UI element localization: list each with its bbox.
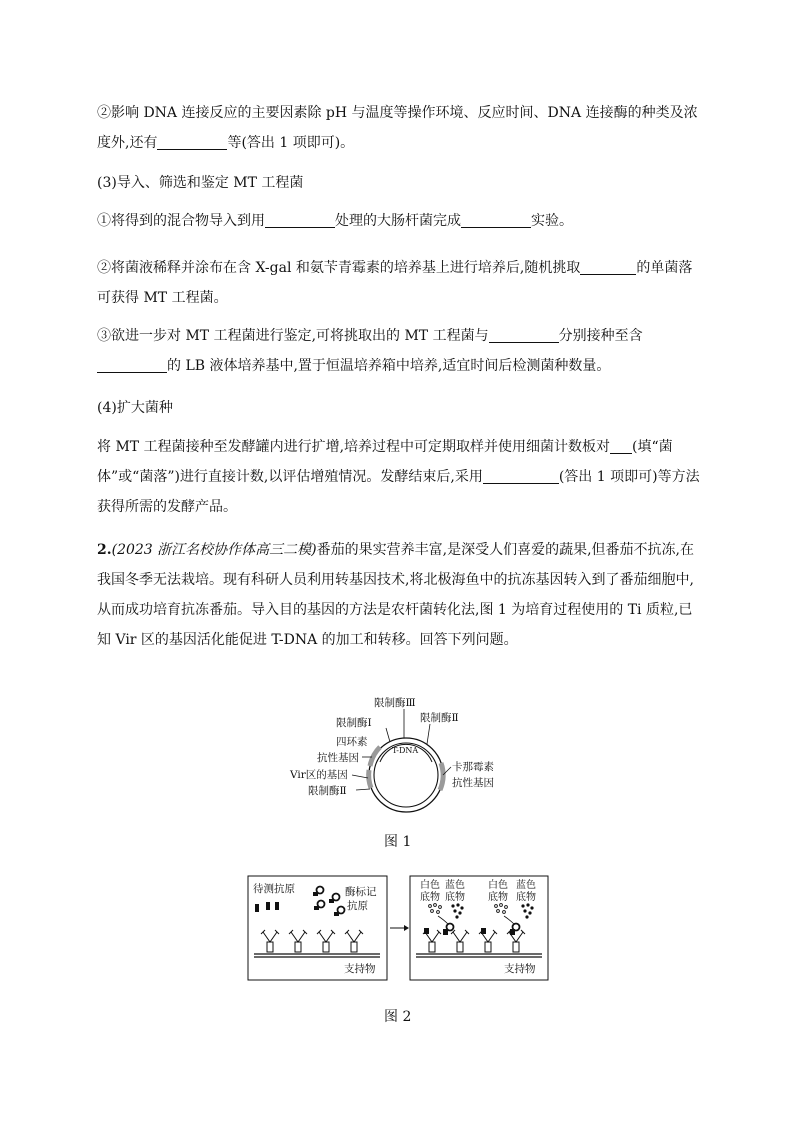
- q1-part3-item2: ②将菌液稀释并涂布在含 X-gal 和氨苄青霉素的培养基上进行培养后,随机挑取 的单菌落可获得 MT 工程菌。: [97, 260, 693, 306]
- q2-stem: 2.(2023 浙江名校协作体高三二模)番茄的果实营养丰富,是深受人们喜爱的蔬果,但番茄不抗冻,在我国冬季无法栽培。现有科研人员利用转基因技术,将北极海鱼中的抗冻基因转入到了番茄细胞中,从而成功培育抗冻番茄。导入目的基因的方法是农杆菌转化法,图 1 为培育过程使用的 Ti 质粒,已知 Vir 区的基因活化能促进 T-DNA 的加工和转移。回答下列问题。: [97, 542, 694, 648]
- test-antigen-icon: [255, 904, 259, 912]
- answer-blank[interactable]: [580, 258, 636, 275]
- answer-blank[interactable]: [265, 211, 335, 228]
- question-source: (2023 浙江名校协作体高三二模): [111, 542, 317, 558]
- answer-blank[interactable]: [489, 326, 559, 343]
- q1-part3-item1: ①将得到的混合物导入到用 处理的大肠杆菌完成 实验。: [97, 213, 573, 229]
- fig1-label-enzyme3: 限制酶Ⅲ: [374, 697, 416, 709]
- enzyme-labeled-antigen-icon: [334, 907, 345, 917]
- fig2-label-enzyme-antigen-2: 抗原: [347, 900, 368, 912]
- q1-part4-heading: (4)扩大菌种: [97, 400, 173, 416]
- reaction-arrow: [438, 916, 448, 924]
- pointer-line: [352, 775, 368, 778]
- tetracycline-gene-segment: [370, 747, 380, 766]
- kanamycin-gene-segment: [440, 763, 443, 790]
- fig2-label-white-1b: 底物: [420, 892, 440, 903]
- fig2-label-blue-2a: 蓝色: [516, 880, 536, 891]
- figure-2-caption: 图 2: [384, 1009, 412, 1025]
- fig1-label-enzyme2-top: 限制酶Ⅱ: [420, 712, 459, 724]
- enzyme-labeled-antigen-icon: [329, 894, 340, 904]
- fig2-label-enzyme-antigen-1: 酶标记: [345, 886, 377, 898]
- fig1-label-kan-2: 抗性基因: [452, 777, 494, 789]
- immobilized-antibodies: [423, 930, 525, 952]
- answer-blank[interactable]: [483, 467, 559, 484]
- answer-blank[interactable]: [157, 133, 227, 150]
- pointer-line: [427, 724, 430, 744]
- fig1-label-tdna: T-DNA: [392, 746, 419, 755]
- figure-1-caption: 图 1: [384, 834, 412, 850]
- vir-gene-segment: [369, 770, 371, 788]
- q1-part3-heading: (3)导入、筛选和鉴定 MT 工程菌: [97, 175, 304, 191]
- q1-part3-item3: ③欲进一步对 MT 工程菌进行鉴定,可将挑取出的 MT 工程菌与 分别接种至含的 LB 液体培养基中,置于恒温培养箱中培养,适宜时间后检测菌种数量。: [97, 328, 643, 374]
- answer-blank[interactable]: [461, 211, 531, 228]
- enzyme-labeled-antigen-icon: [313, 887, 324, 897]
- immobilized-antibodies: [261, 930, 363, 952]
- fig1-label-tet-1: 四环素: [336, 736, 368, 748]
- question-number: 2.: [97, 542, 112, 558]
- test-antigen-icon: [275, 902, 279, 910]
- fig2-label-white-2b: 底物: [488, 892, 508, 903]
- answer-blank[interactable]: [97, 356, 167, 373]
- fig2-label-blue-1a: 蓝色: [445, 880, 465, 891]
- answer-blank[interactable]: [610, 437, 632, 454]
- fig2-label-blue-2b: 底物: [516, 892, 536, 903]
- figure-2-elisa-diagram: [240, 868, 560, 986]
- fig2-label-test-antigen: 待测抗原: [253, 883, 295, 895]
- fig1-label-kan-1: 卡那霉素: [452, 761, 494, 773]
- fig2-label-white-1a: 白色: [420, 880, 440, 891]
- fig1-label-vir: Vir区的基因: [290, 769, 348, 781]
- figure-1-ti-plasmid: [280, 690, 540, 830]
- process-arrowhead: [404, 925, 409, 931]
- substrate-dots: [429, 903, 534, 918]
- fig1-label-tet-2: 抗性基因: [317, 752, 359, 764]
- q1-part4-text: 将 MT 工程菌接种至发酵罐内进行扩增,培养过程中可定期取样并使用细菌计数板对 (填“菌体”或“菌落”)进行直接计数,以评估增殖情况。发酵结束后,采用 (答出 1 项即可)等方法获得所需的发酵产品。: [97, 439, 700, 515]
- fig2-right-panel: [410, 876, 548, 980]
- fig1-label-enzyme2-bottom: 限制酶Ⅱ: [308, 785, 347, 797]
- fig2-label-support-left: 支持物: [344, 963, 376, 975]
- fig2-label-support-right: 支持物: [504, 963, 536, 975]
- test-antigen-icon: [266, 902, 270, 910]
- fig1-label-enzyme1: 限制酶Ⅰ: [336, 717, 372, 729]
- pointer-line: [356, 789, 370, 790]
- reaction-arrow: [504, 916, 514, 924]
- q1-part2-item2: ②影响 DNA 连接反应的主要因素除 pH 与温度等操作环境、反应时间、DNA 连接酶的种类及浓度外,还有 等(答出 1 项即可)。: [97, 105, 698, 151]
- fig2-label-white-2a: 白色: [488, 880, 508, 891]
- fig2-label-blue-1b: 底物: [445, 892, 465, 903]
- fig2-left-panel: [248, 876, 387, 980]
- enzyme-labeled-antigen-icon: [314, 901, 325, 911]
- pointer-line: [386, 728, 390, 742]
